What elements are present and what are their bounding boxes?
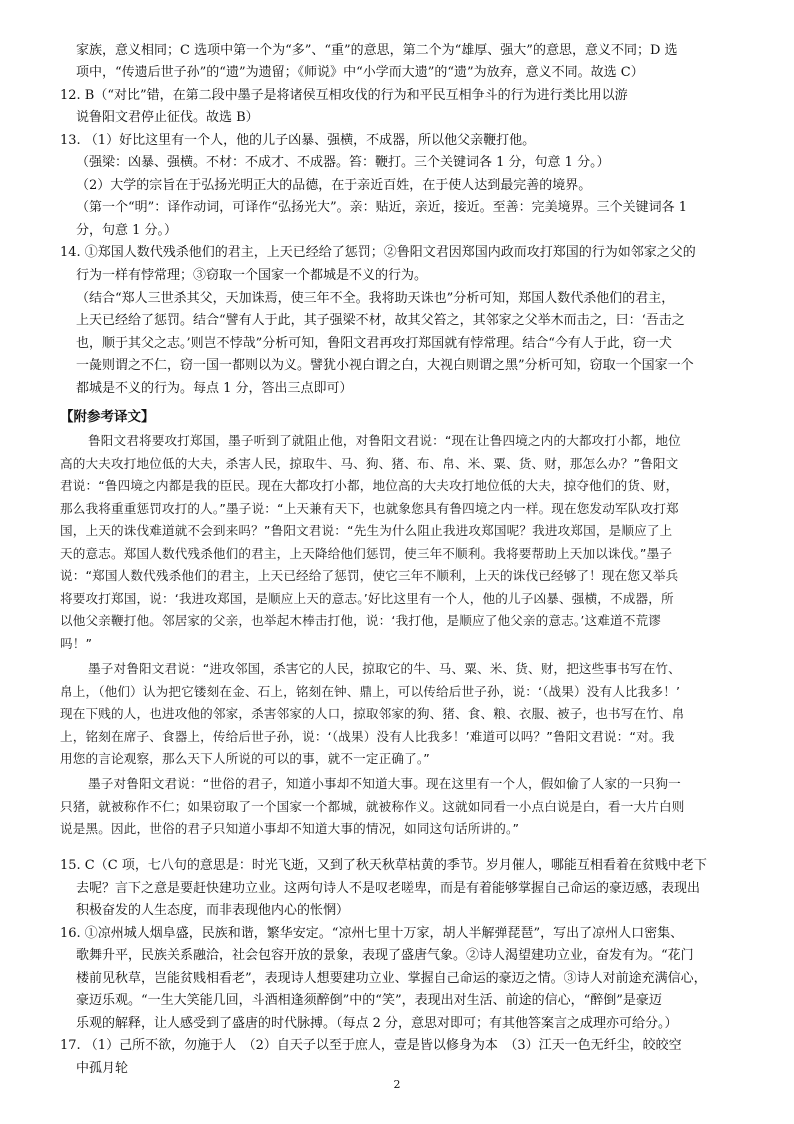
translation-line: 高的大夫攻打地位低的大夫，杀害人民，掠取牛、马、狗、猪、布、帛、米、粟、货、财，那怎么办？”鲁阳文 bbox=[60, 456, 679, 471]
line-line: （结合“郑人三世杀其父，天加诛焉，使三年不全。我将助天诛也”分析可知，郑国人数代杀他们的君主， bbox=[76, 291, 675, 306]
translation-heading: 【附参考译文】 bbox=[60, 409, 155, 425]
translation-line: 墨子对鲁阳文君说：“进攻邻国，杀害它的人民，掠取它的牛、马、粟、米、货、财，把这些事书写在竹、 bbox=[88, 661, 681, 676]
translation-line: 将要攻打郑国，说：‘我进攻郑国，是顺应上天的意志。’好比这里有一个人，他的儿子凶暴、强横，不成器，所 bbox=[60, 591, 674, 606]
line-line: 家族，意义相同；C 选项中第一个为“多”、“重”的意思，第二个为“雄厚、强大”的意思，意义不同；D 选 bbox=[76, 43, 678, 58]
answers2-line: 去呢？言下之意是要赶快建功立业。这两句诗人不是叹老嗟卑，而是有着能够掌握自己命运的豪迈感，表现出 bbox=[76, 881, 701, 896]
line-line: 13. （1）好比这里有一个人，他的儿子凶暴、强横，不成器，所以他父亲鞭打他。 bbox=[60, 133, 536, 148]
line-line: 说鲁阳文君停止征伐。故选 B） bbox=[76, 110, 259, 125]
line-line: （强梁：凶暴、强横。不材：不成才、不成器。笞：鞭打。三个关键词各 1 分，句意 1 分。） bbox=[76, 155, 610, 170]
translation-line: 以他父亲鞭打他。邻居家的父亲，也举起木棒击打他，说：‘我打他，是顺应了他父亲的意志。’这难道不荒谬 bbox=[60, 613, 661, 628]
translation-line: 那么我将重重惩罚攻打的人。”墨子说：“上天兼有天下，也就象您具有鲁四境之内一样。现在您发动军队攻打郑 bbox=[60, 501, 679, 516]
translation-line: 君说：“鲁四境之内都是我的臣民。现在大都攻打小都，地位高的大夫攻打地位低的大夫，掠夺他们的货、财， bbox=[60, 478, 679, 493]
answers2-line: 楼前见秋草，岂能贫贱相看老”，表现诗人想要建功立业、掌握自己命运的豪迈之情。③诗人对前途充满信心， bbox=[76, 971, 707, 986]
answers2-line: 15. C（C 项，七八句的意思是：时光飞逝，又到了秋天秋草枯黄的季节。岁月催人，哪能互相看着在贫贱中老下 bbox=[60, 858, 707, 873]
line-line: （2）大学的宗旨在于弘扬光明正大的品德，在于亲近百姓，在于使人达到最完善的境界。 bbox=[76, 178, 592, 193]
translation-line: 用您的言论观察，那么天下人所说的可以的事，就不一定正确了。” bbox=[60, 751, 430, 766]
line-line: 项中，“传遗后世子孙”的“遗”为遗留；《师说》中“小学而大遗”的“遗”为放弃，意义不同。故选 C） bbox=[76, 65, 644, 80]
translation-line: 吗！” bbox=[60, 636, 93, 651]
line-line: 分，句意 1 分。） bbox=[76, 223, 178, 238]
line-line: 14. ①郑国人数代残杀他们的君主，上天已经给了惩罚；②鲁阳文君因郑国内政而攻打郑国的行为如邻家之父的 bbox=[60, 245, 696, 260]
answers2-line: 17. （1）己所不欲，勿施于人 （2）自天子以至于庶人，壹是皆以修身为本 （3）江天一色无纤尘，皎皎空 bbox=[60, 1038, 682, 1053]
page-number: 2 bbox=[393, 1078, 401, 1091]
answers2-line: 豪迈乐观。“一生大笑能几回，斗酒相逢须醉倒”中的“笑”，表现出对生活、前途的信心，“醉倒”是豪迈 bbox=[76, 993, 662, 1008]
translation-line: 说：“郑国人数代残杀他们的君主，上天已经给了惩罚，使它三年不顺利，上天的诛伐已经够了！现在您又举兵 bbox=[60, 568, 679, 583]
translation-line: 国，上天的诛伐难道就不会到来吗？”鲁阳文君说：“先生为什么阻止我进攻郑国呢？我进攻郑国，是顺应了上 bbox=[60, 523, 673, 538]
answers2-line: 积极奋发的人生态度，而非表现他内心的怅惘） bbox=[76, 903, 350, 918]
answers2-line: 乐观的解释，让人感受到了盛唐的时代脉搏。（每点 2 分，意思对即可；有其他答案言之成理亦可给分。） bbox=[76, 1016, 678, 1031]
answers2-line: 歌舞升平，民族关系融洽，社会包容开放的景象，表现了盛唐气象。②诗人渴望建功立业，奋发有为。“花门 bbox=[76, 948, 694, 963]
translation-line: 说是黑。因此，世俗的君子只知道小事却不知道大事的情况，如同这句话所讲的。” bbox=[60, 821, 520, 836]
translation-line: 只猪，就被称作不仁；如果窃取了一个国家一个都城，就被称作义。这就如同看一小点白说是白，看一大片白则 bbox=[60, 799, 685, 814]
line-line: 行为一样有悖常理；③窃取一个国家一个都城是不义的行为。 bbox=[76, 268, 428, 283]
translation-line: 现在下贱的人，也进攻他的邻家，杀害邻家的人口，掠取邻家的狗、猪、食、粮、衣服、被子，也书写在竹、帛 bbox=[60, 706, 685, 721]
answers2-line: 16. ①凉州城人烟阜盛，民族和谐，繁华安定。“凉州七里十万家，胡人半解弹琵琶”，写出了凉州人口密集、 bbox=[60, 926, 684, 941]
line-line: （第一个“明”：译作动词，可译作“弘扬光大”。亲：贴近，亲近，接近。至善：完美境界。三个关键词各 1 bbox=[76, 200, 687, 215]
translation-line: 墨子对鲁阳文君说：“世俗的君子，知道小事却不知道大事。现在这里有一个人，假如偷了人家的一只狗一 bbox=[88, 776, 681, 791]
translation-line: 上，铭刻在席子、食器上，传给后世子孙，说：‘（战果）没有人比我多！’难道可以吗？”鲁阳文君说：“对。我 bbox=[60, 729, 675, 744]
translation-line: 天的意志。郑国人数代残杀他们的君主，上天降给他们惩罚，使三年不顺利。我将要帮助上天加以诛伐。”墨子 bbox=[60, 546, 673, 561]
line-line: 都城是不义的行为。每点 1 分，答出三点即可） bbox=[76, 381, 353, 396]
line-line: 也，顺于其父之志。’则岂不悖哉”分析可知，鲁阳文君再攻打郑国就有悖常理。结合“今有人于此，窃一犬 bbox=[76, 336, 672, 351]
translation-line: 鲁阳文君将要攻打郑国，墨子听到了就阻止他，对鲁阳文君说：“现在让鲁四境之内的大都攻打小都，地位 bbox=[88, 433, 681, 448]
translation-line: 帛上，（他们）认为把它镂刻在金、石上，铭刻在钟、鼎上，可以传给后世子孙，说：‘（战果）没有人比我多！’ bbox=[60, 684, 681, 699]
line-line: 12. B（“对比”错，在第二段中墨子是将诸侯互相攻伐的行为和平民互相争斗的行为进行类比用以游 bbox=[60, 88, 628, 103]
answers2-line: 中孤月轮 bbox=[76, 1061, 129, 1076]
line-line: 一彘则谓之不仁，窃一国一都则以为义。譬犹小视白谓之白，大视白则谓之黑”分析可知，窃取一个国家一个 bbox=[76, 358, 694, 373]
line-line: 上天已经给了惩罚。结合“譬有人于此，其子强梁不材，故其父笞之，其邻家之父举木而击之，曰：‘吾击之 bbox=[76, 313, 685, 328]
